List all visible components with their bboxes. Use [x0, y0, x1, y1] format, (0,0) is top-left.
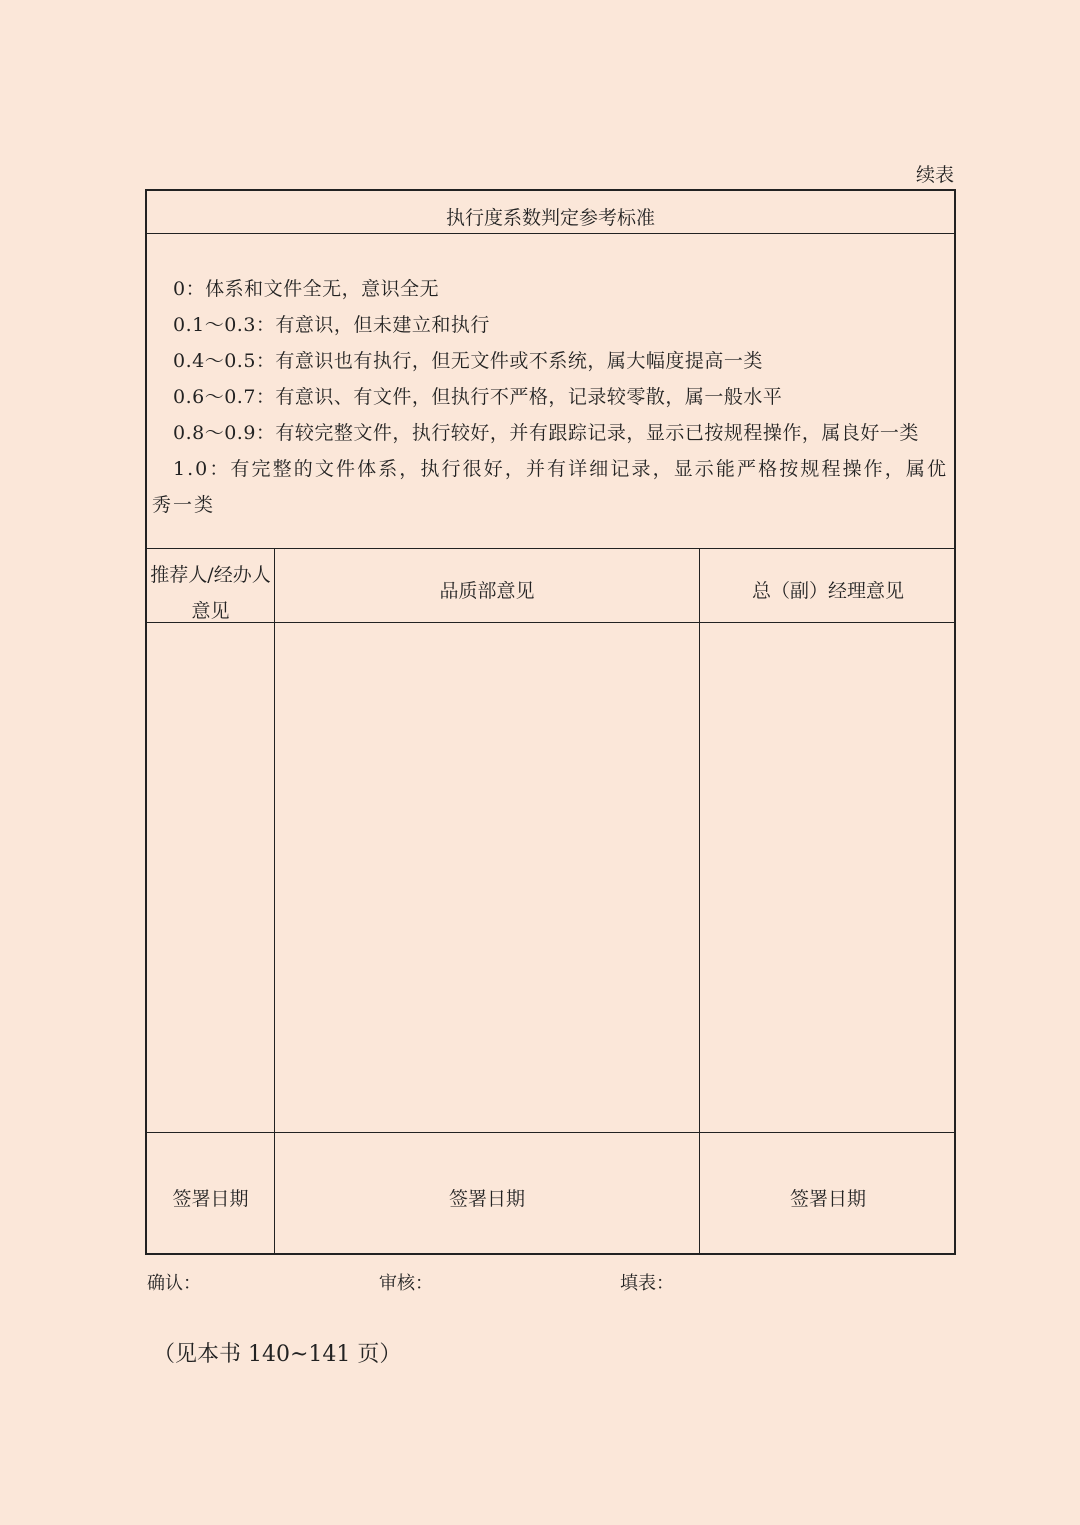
confirm-label: 确认：	[147, 1273, 201, 1294]
evaluation-form-table	[145, 189, 956, 1255]
signature-divider	[147, 1132, 954, 1133]
recommender-header-line: 意见	[191, 600, 230, 622]
recommender-header-line: 推荐人/经办人	[150, 564, 271, 586]
review-label: 审核：	[379, 1273, 433, 1294]
page-reference: （见本书 140~141 页）	[153, 1342, 402, 1367]
criteria-divider	[147, 548, 954, 549]
recommender-opinion-area[interactable]	[147, 623, 274, 1131]
continued-table-label: 续表	[915, 164, 954, 186]
general-manager-opinion-area[interactable]	[700, 623, 956, 1131]
criteria-item: 1.0：有完整的文件体系，执行很好，并有详细记录，显示能严格按规程操作，属优秀一类	[152, 458, 948, 516]
fill-label: 填表：	[620, 1273, 674, 1294]
criteria-list	[152, 271, 948, 523]
criteria-item: 0.6～0.7：有意识、有文件，但执行不严格，记录较零散，属一般水平	[173, 386, 783, 408]
recommender-header	[147, 557, 274, 629]
quality-dept-opinion-area[interactable]	[275, 623, 699, 1131]
general-manager-header: 总（副）经理意见	[751, 580, 904, 602]
criteria-item: 0.1～0.3：有意识，但未建立和执行	[173, 314, 490, 336]
criteria-item: 0.8～0.9：有较完整文件，执行较好，并有跟踪记录，显示已按规程操作，属良好一类	[173, 422, 919, 444]
quality-dept-header: 品质部意见	[439, 580, 535, 602]
recommender-sign-date: 签署日期	[172, 1188, 249, 1210]
criteria-item: 0.4～0.5：有意识也有执行，但无文件或不系统，属大幅度提高一类	[173, 350, 763, 372]
criteria-item: 0：体系和文件全无，意识全无	[173, 278, 440, 300]
table-title: 执行度系数判定参考标准	[445, 207, 655, 229]
quality-dept-sign-date: 签署日期	[448, 1188, 525, 1210]
general-manager-sign-date: 签署日期	[789, 1188, 866, 1210]
title-divider	[147, 233, 954, 234]
